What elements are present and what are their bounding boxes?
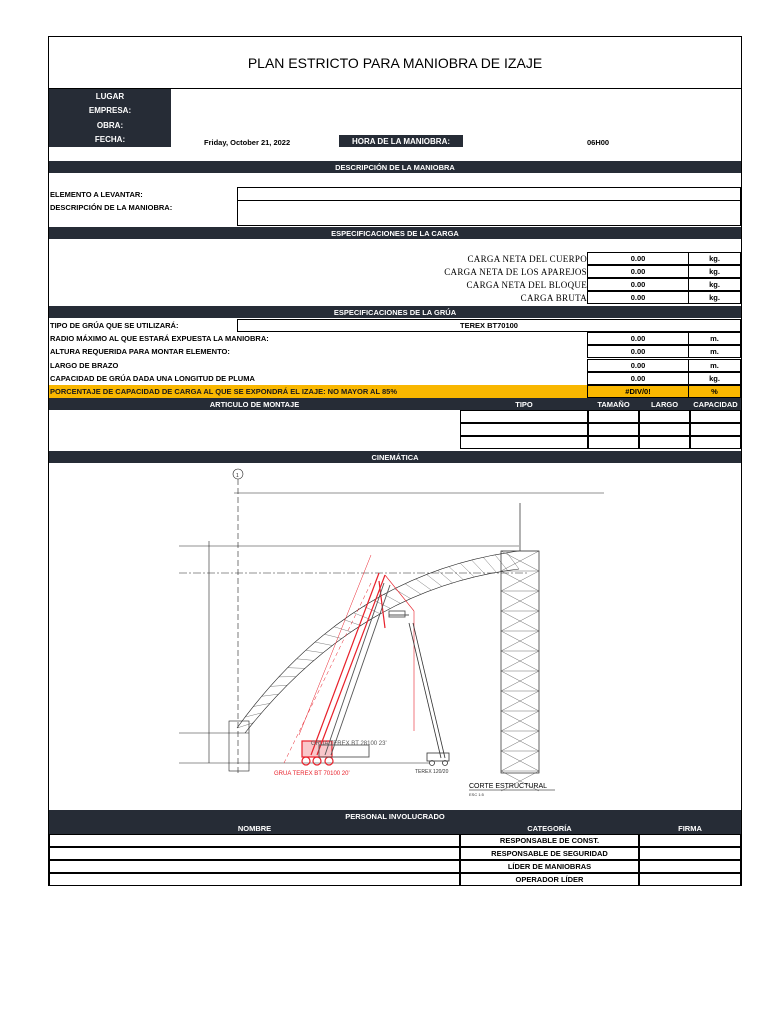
- personal-categoria-cell: RESPONSABLE DE CONST.: [460, 834, 639, 847]
- tipo-grua-value[interactable]: TEREX BT70100: [237, 319, 741, 332]
- montaje-header-largo: LARGO: [639, 398, 690, 410]
- escala-label: ESC 1:5: [469, 792, 484, 797]
- tipo-grua-label: TIPO DE GRÚA QUE SE UTILIZARÁ:: [50, 321, 179, 330]
- carga-label: CARGA NETA DEL BLOQUE: [466, 279, 587, 290]
- section-cinematica: CINEMÁTICA: [49, 451, 741, 463]
- carga-unit: kg.: [688, 252, 741, 265]
- personal-nombre-cell[interactable]: [49, 834, 460, 847]
- carga-unit: kg.: [688, 265, 741, 278]
- montaje-cell[interactable]: [588, 436, 639, 449]
- descripcion-field[interactable]: [237, 200, 741, 226]
- grua-spec-unit: kg.: [688, 372, 741, 385]
- grua-spec-value[interactable]: 0.00: [587, 345, 689, 358]
- grua-spec-value[interactable]: 0.00: [587, 332, 689, 345]
- carga-value[interactable]: 0.00: [587, 278, 689, 291]
- montaje-cell[interactable]: [690, 423, 741, 436]
- montaje-cell[interactable]: [639, 410, 690, 423]
- montaje-header-capacidad: CAPACIDAD: [690, 398, 741, 410]
- grua-spec-value[interactable]: 0.00: [587, 372, 689, 385]
- crane-main-label: GRUA TEREX BT 70100 20': [274, 771, 350, 777]
- montaje-cell[interactable]: [460, 436, 588, 449]
- personal-nombre-cell[interactable]: [49, 860, 460, 873]
- hora-label: HORA DE LA MANIOBRA:: [339, 135, 463, 147]
- grua-spec-value[interactable]: 0.00: [587, 359, 689, 372]
- personal-categoria-cell: LÍDER DE MANIOBRAS: [460, 860, 639, 873]
- carga-label: CARGA NETA DE LOS APAREJOS: [444, 266, 587, 277]
- personal-firma-cell[interactable]: [639, 873, 741, 886]
- carga-value[interactable]: 0.00: [587, 265, 689, 278]
- personal-firma-cell[interactable]: [639, 860, 741, 873]
- montaje-header-articulo: ARTICULO DE MONTAJE: [49, 398, 460, 410]
- cinematica-drawing: [49, 463, 741, 809]
- montaje-cell[interactable]: [639, 436, 690, 449]
- page-title: PLAN ESTRICTO PARA MANIOBRA DE IZAJE: [49, 37, 741, 89]
- carga-label: CARGA NETA DEL CUERPO: [467, 253, 587, 264]
- montaje-cell[interactable]: [460, 410, 588, 423]
- montaje-cell[interactable]: [460, 423, 588, 436]
- porcentaje-unit: %: [688, 385, 741, 398]
- grua-spec-unit: m.: [688, 359, 741, 372]
- lugar-label: LUGAR: [95, 91, 125, 101]
- montaje-cell[interactable]: [588, 423, 639, 436]
- porcentaje-value[interactable]: #DIV/0!: [587, 385, 689, 398]
- montaje-cell[interactable]: [690, 436, 741, 449]
- lifting-plan-sheet: [48, 36, 742, 886]
- personal-nombre-cell[interactable]: [49, 873, 460, 886]
- montaje-header-tipo: TIPO: [460, 398, 588, 410]
- personal-firma-cell[interactable]: [639, 834, 741, 847]
- fecha-value[interactable]: Friday, October 21, 2022: [204, 137, 291, 147]
- personal-header-firma: FIRMA: [639, 822, 741, 834]
- grua-spec-unit: m.: [688, 345, 741, 358]
- descripcion-label: DESCRIPCIÓN DE LA MANIOBRA:: [50, 202, 173, 212]
- elemento-field[interactable]: [237, 187, 741, 201]
- montaje-cell[interactable]: [588, 410, 639, 423]
- grua-spec-label: LARGO DE BRAZO: [50, 360, 119, 370]
- hora-value[interactable]: 06H00: [587, 137, 610, 147]
- personal-categoria-cell: RESPONSABLE DE SEGURIDAD: [460, 847, 639, 860]
- grua-spec-label: ALTURA REQUERIDA PARA MONTAR ELEMENTO:: [50, 347, 230, 357]
- section-descripcion: DESCRIPCIÓN DE LA MANIOBRA: [49, 161, 741, 173]
- grua-spec-label: CAPACIDAD DE GRÚA DADA UNA LONGITUD DE PLUMA: [50, 373, 255, 383]
- carga-value[interactable]: 0.00: [587, 252, 689, 265]
- fecha-label: FECHA:: [94, 135, 126, 145]
- corte-label: CORTE ESTRUCTURAL: [469, 783, 548, 790]
- header-labels: [49, 89, 171, 147]
- section-carga: ESPECIFICACIONES DE LA CARGA: [49, 227, 741, 239]
- grua-spec-label: RADIO MÁXIMO AL QUE ESTARÁ EXPUESTA LA MANIOBRA:: [50, 334, 269, 343]
- carga-unit: kg.: [688, 291, 741, 304]
- montaje-cell[interactable]: [639, 423, 690, 436]
- carga-unit: kg.: [688, 278, 741, 291]
- personal-nombre-cell[interactable]: [49, 847, 460, 860]
- montaje-header-tamano: TAMAÑO: [588, 398, 639, 410]
- carga-label: CARGA BRUTA: [520, 292, 587, 303]
- section-personal: PERSONAL INVOLUCRADO: [49, 810, 741, 822]
- obra-label: OBRA:: [96, 120, 124, 130]
- elemento-label: ELEMENTO A LEVANTAR:: [50, 189, 143, 199]
- section-grua: ESPECIFICACIONES DE LA GRÚA: [49, 306, 741, 318]
- grua-spec-unit: m.: [688, 332, 741, 345]
- carga-value[interactable]: 0.00: [587, 291, 689, 304]
- personal-header-nombre: NOMBRE: [49, 822, 460, 834]
- crane-small-label: GRUA TEREX BT 28100 23': [311, 741, 387, 747]
- lift-label: TEREX 120/20: [415, 769, 449, 775]
- porcentaje-label: PORCENTAJE DE CAPACIDAD DE CARGA AL QUE SE EXPONDRÁ EL IZAJE: NO MAYOR AL 85%: [50, 387, 397, 396]
- personal-header-categoria: CATEGORÍA: [460, 822, 639, 834]
- montaje-cell[interactable]: [690, 410, 741, 423]
- personal-firma-cell[interactable]: [639, 847, 741, 860]
- grid-axis-label: 1: [236, 473, 239, 479]
- empresa-label: EMPRESA:: [88, 106, 132, 116]
- personal-categoria-cell: OPERADOR LÍDER: [460, 873, 639, 886]
